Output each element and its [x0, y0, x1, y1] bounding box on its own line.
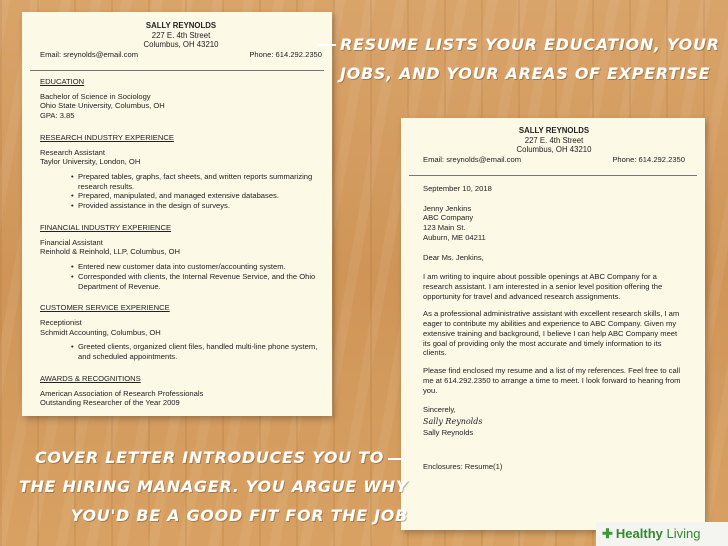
letter-salutation: Dear Ms. Jenkins, — [423, 252, 484, 262]
resume-section-title: RESEARCH INDUSTRY EXPERIENCE — [40, 132, 174, 142]
healthy-living-badge — [596, 522, 728, 546]
bottom-caption-line1: COVER LETTER INTRODUCES YOU TO — [34, 448, 384, 467]
brand-bold: Healthy — [615, 526, 663, 541]
resume-bullet-item: • Provided assistance in the design of surveys. — [72, 201, 322, 211]
letter-address-line2: Columbus, OH 43210 — [516, 145, 592, 154]
recipient-line: 123 Main St. — [423, 223, 466, 233]
resume-section-line: Financial Assistant — [40, 237, 103, 247]
resume-section — [40, 374, 322, 408]
resume-section-line: Schmidt Accounting, Columbus, OH — [40, 327, 161, 337]
recipient-line: Jenny Jenkins — [423, 203, 472, 213]
letter-paragraph: I am writing to inquire about possible openings at ABC Company for a research assistant. I am interested in a senior level position offering the opportunity for travel and advanced research assignments. — [423, 272, 663, 301]
resume-name: SALLY REYNOLDS — [145, 21, 217, 30]
top-caption-pointer — [318, 44, 336, 46]
top-caption — [340, 30, 725, 88]
plus-icon: ✚ — [602, 526, 613, 541]
resume-bullet-list — [40, 342, 322, 361]
resume-section-line: Ohio State University, Columbus, OH — [40, 101, 165, 111]
brand-rest: Living — [666, 526, 701, 541]
resume-section-title: EDUCATION — [40, 77, 85, 86]
letter-recipient — [423, 204, 685, 243]
resume-address-line1: 227 E. 4th Street — [151, 30, 211, 40]
resume-bullet-item: • Entered new customer data into customer/accounting system. — [72, 262, 322, 272]
resume-section — [40, 303, 322, 362]
letter-contact-row — [423, 155, 685, 167]
resume-section-line: American Association of Research Professionals — [40, 388, 204, 398]
resume-section-line: GPA: 3.85 — [40, 111, 75, 121]
resume-phone: Phone: 614.292.2350 — [249, 49, 322, 59]
resume-bullet-item: • Prepared tables, graphs, fact sheets, and written reports summarizing research results. — [72, 172, 322, 191]
recipient-line: Auburn, ME 04211 — [423, 232, 486, 242]
letter-phone: Phone: 614.292.2350 — [612, 154, 685, 164]
letter-enclosures: Enclosures: Resume(1) — [423, 461, 503, 471]
resume-section — [40, 133, 322, 211]
resume-section-line: Reinhold & Reinhold, LLP, Columbus, OH — [40, 247, 181, 257]
letter-name: SALLY REYNOLDS — [518, 126, 590, 135]
letter-closing: Sincerely, — [423, 405, 456, 415]
resume-body — [40, 65, 322, 408]
handwritten-signature: Sally Reynolds — [423, 416, 483, 426]
letter-email: Email: sreynolds@email.com — [423, 154, 522, 164]
letter-paragraphs — [423, 272, 685, 395]
letter-body — [423, 184, 685, 472]
resume-bullet-item: • Corresponded with clients, the Internal Revenue Service, and the Ohio Department of Revenue. — [72, 272, 322, 291]
resume-section-line: Taylor University, London, OH — [40, 157, 141, 167]
resume-contact-row — [40, 50, 322, 62]
letter-header — [423, 126, 685, 155]
resume-address-line2: Columbus, OH 43210 — [143, 40, 219, 49]
resume-header — [40, 21, 322, 50]
resume-section-line: Outstanding Researcher of the Year 2009 — [40, 398, 180, 408]
resume-section — [40, 77, 322, 121]
resume-section-line: Bachelor of Science in Sociology — [40, 91, 151, 101]
letter-paragraph: Please find enclosed my resume and a list of my references. Feel free to call me at 614.292.2350 to arrange a time to meet. I look forward to hearing from you. — [423, 366, 681, 395]
bottom-caption-line3: YOU'D BE A GOOD FIT FOR THE JOB — [70, 506, 408, 525]
resume-bullet-item: • Greeted clients, organized client files, handled multi-line phone system, and scheduled appointments. — [72, 342, 322, 361]
resume-section-line: Receptionist — [40, 317, 82, 327]
bottom-caption-line2: THE HIRING MANAGER. YOU ARGUE WHY — [18, 477, 408, 496]
resume-section — [40, 223, 322, 291]
letter-signer: Sally Reynolds — [423, 428, 474, 438]
resume-page — [22, 12, 332, 416]
resume-bullet-list — [40, 172, 322, 211]
bottom-caption — [18, 443, 408, 530]
recipient-line: ABC Company — [423, 213, 474, 223]
cover-letter-page — [401, 118, 705, 530]
letter-closing-block — [423, 405, 685, 438]
letter-address-line1: 227 E. 4th Street — [524, 135, 584, 145]
resume-section-title: CUSTOMER SERVICE EXPERIENCE — [40, 303, 170, 313]
resume-section-line: Research Assistant — [40, 147, 105, 157]
resume-section-title: AWARDS & RECOGNITIONS — [40, 373, 141, 383]
letter-date: September 10, 2018 — [423, 184, 492, 193]
resume-bullet-item: • Prepared, manipulated, and managed extensive databases. — [72, 191, 322, 201]
top-caption-line1: RESUME LISTS YOUR EDUCATION, YOUR — [340, 35, 720, 54]
resume-email: Email: sreynolds@email.com — [40, 49, 139, 59]
letter-divider — [409, 175, 697, 176]
top-caption-line2: JOBS, AND YOUR AREAS OF EXPERTISE — [340, 64, 711, 83]
resume-bullet-list — [40, 262, 322, 291]
letter-paragraph: As a professional administrative assistant with excellent research skills, I am eager to contribute my abilities and experience to ABC Company. Given my extensive training and background, I believe I can help ABC Company meet its goal of providing only the most accurate and timely information to its clients. — [423, 309, 680, 358]
resume-section-title: FINANCIAL INDUSTRY EXPERIENCE — [40, 222, 172, 232]
